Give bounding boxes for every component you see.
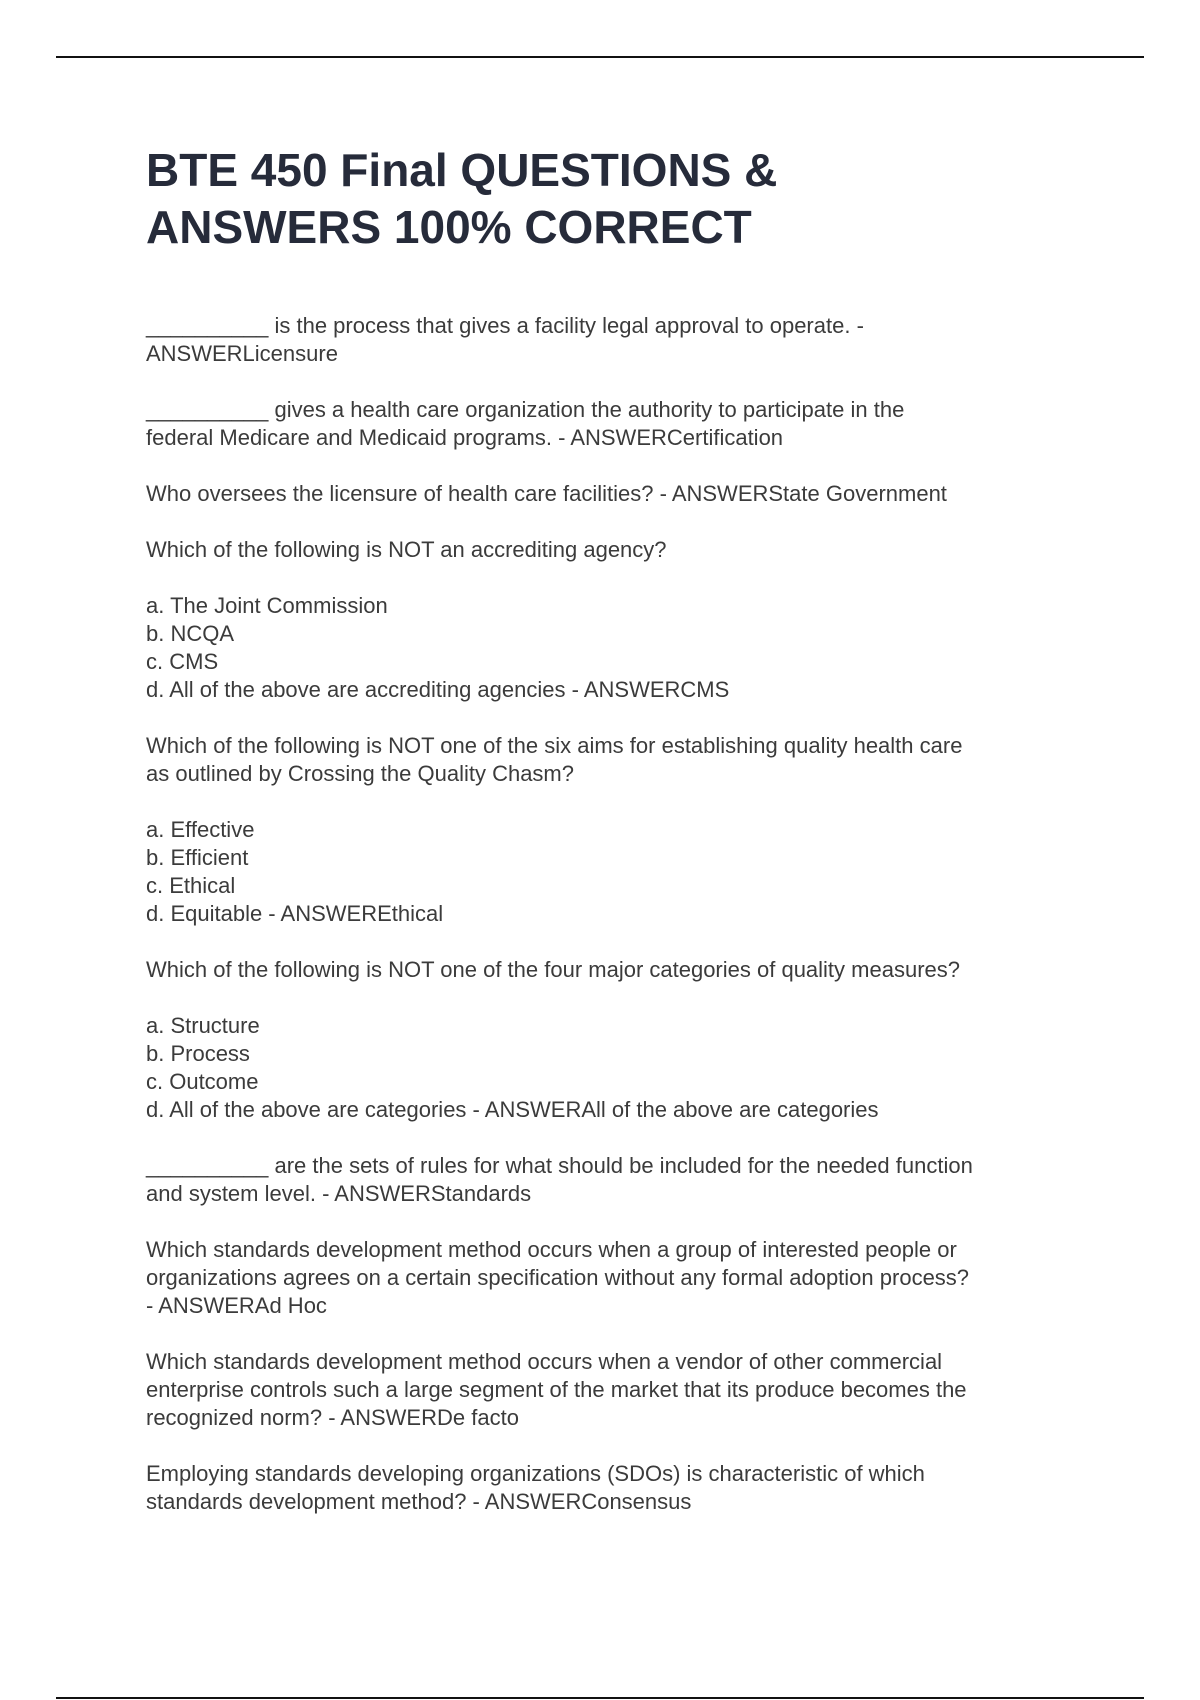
option-line: d. All of the above are categories - ANSWERAll of the above are categories [146, 1097, 879, 1122]
qa-list [146, 312, 1086, 1544]
qa-item [146, 1348, 1086, 1432]
qa-item [146, 1236, 1086, 1320]
option-line: a. Structure [146, 1013, 260, 1038]
question-line: __________ gives a health care organization the authority to participate in the [146, 397, 905, 422]
question-line: Which standards development method occurs when a vendor of other commercial [146, 1349, 943, 1374]
qa-item [146, 396, 1086, 452]
option-line: a. The Joint Commission [146, 593, 388, 618]
question-line: standards development method? - ANSWERConsensus [146, 1489, 692, 1514]
spacer [146, 564, 1086, 592]
question-line: - ANSWERAd Hoc [146, 1293, 327, 1318]
qa-item [146, 732, 1086, 928]
question-line: Which of the following is NOT an accrediting agency? [146, 537, 667, 562]
question-line: enterprise controls such a large segment of the market that its produce becomes the [146, 1377, 967, 1402]
question-line: organizations agrees on a certain specification without any formal adoption process? [146, 1265, 970, 1290]
title-line-1: BTE 450 Final QUESTIONS & [146, 144, 778, 196]
qa-item [146, 956, 1086, 1124]
qa-item [146, 480, 1086, 508]
qa-item [146, 312, 1086, 368]
option-line: b. NCQA [146, 621, 235, 646]
option-line: b. Efficient [146, 845, 249, 870]
option-line: b. Process [146, 1041, 250, 1066]
bottom-rule [56, 1697, 1144, 1699]
question-line: recognized norm? - ANSWERDe facto [146, 1405, 519, 1430]
title-line-2: ANSWERS 100% CORRECT [146, 201, 752, 253]
question-line: and system level. - ANSWERStandards [146, 1181, 532, 1206]
question-line: Which of the following is NOT one of the four major categories of quality measures? [146, 957, 960, 982]
option-line: d. Equitable - ANSWEREthical [146, 901, 444, 926]
option-line: d. All of the above are accrediting agencies - ANSWERCMS [146, 677, 730, 702]
option-line: c. Outcome [146, 1069, 259, 1094]
question-line: federal Medicare and Medicaid programs. - ANSWERCertification [146, 425, 784, 450]
question-line: Which standards development method occurs when a group of interested people or [146, 1237, 957, 1262]
qa-item [146, 1152, 1086, 1208]
question-line: Who oversees the licensure of health care facilities? - ANSWERState Government [146, 481, 947, 506]
question-line: __________ are the sets of rules for what should be included for the needed function [146, 1153, 973, 1178]
option-line: c. Ethical [146, 873, 236, 898]
spacer [146, 788, 1086, 816]
question-line: ANSWERLicensure [146, 341, 338, 366]
option-line: a. Effective [146, 817, 255, 842]
top-rule [56, 56, 1144, 58]
question-line: Employing standards developing organizations (SDOs) is characteristic of which [146, 1461, 925, 1486]
option-line: c. CMS [146, 649, 219, 674]
question-line: Which of the following is NOT one of the six aims for establishing quality health care [146, 733, 963, 758]
question-line: __________ is the process that gives a facility legal approval to operate. - [146, 313, 864, 338]
spacer [146, 984, 1086, 1012]
question-line: as outlined by Crossing the Quality Chasm? [146, 761, 574, 786]
qa-item [146, 1460, 1086, 1516]
document-title [146, 142, 1086, 256]
qa-item [146, 536, 1086, 704]
